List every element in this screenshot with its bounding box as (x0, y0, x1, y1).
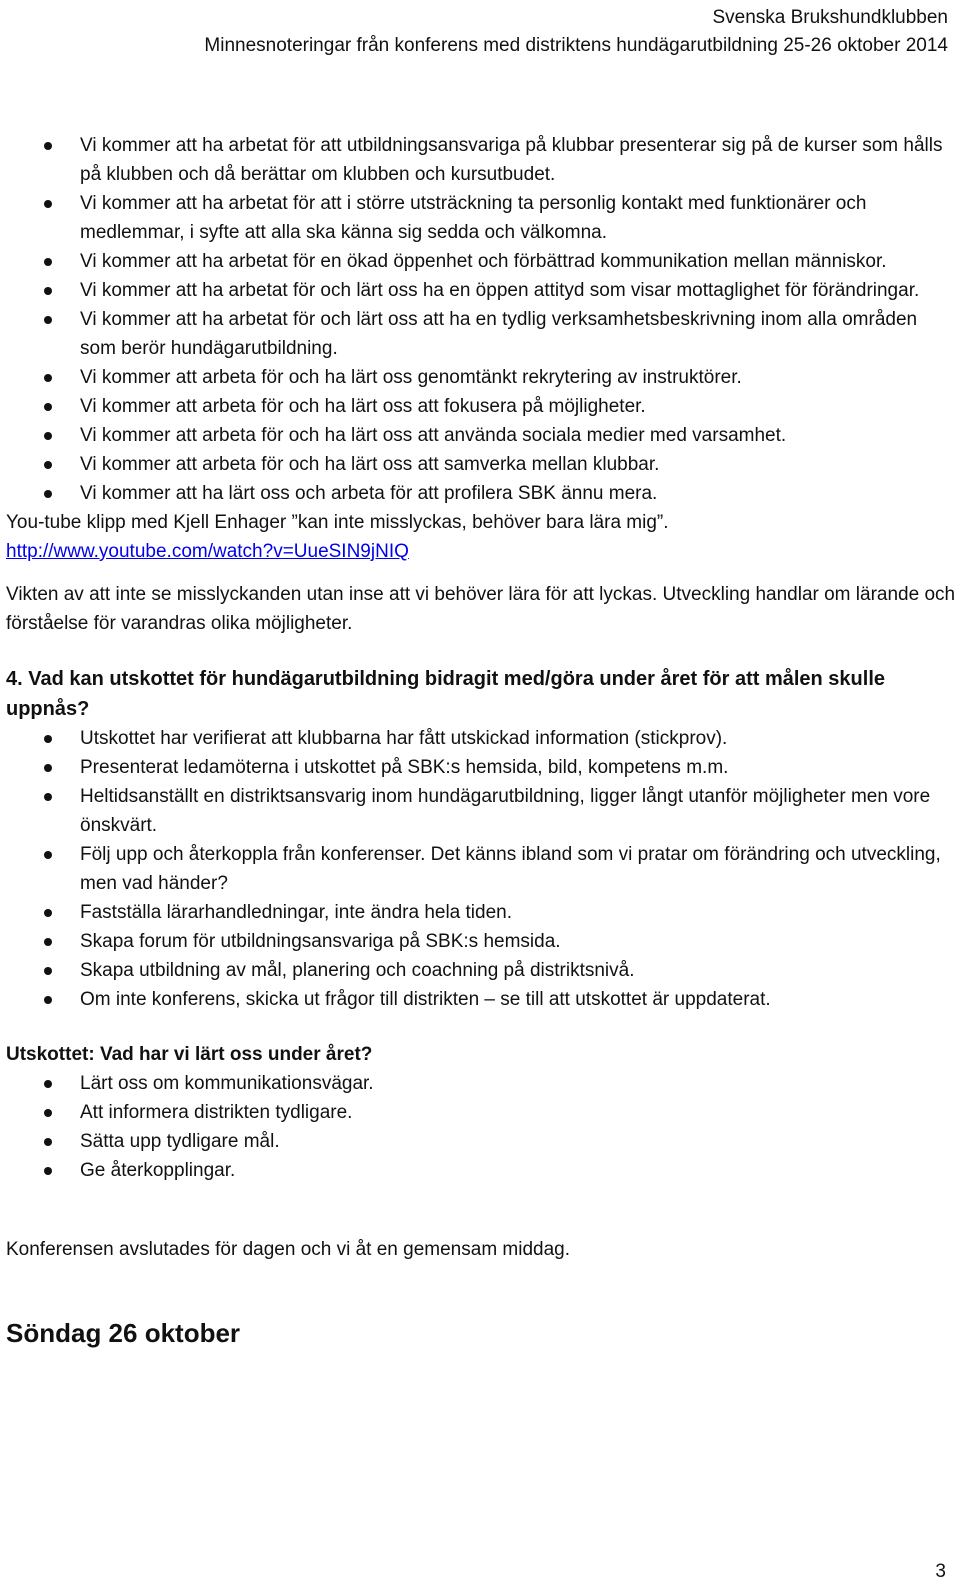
list-item-text: Vi kommer att arbeta för och ha lärt oss att använda sociala medier med varsamhet. (80, 425, 787, 446)
closing-paragraph: Konferensen avslutades för dagen och vi åt en gemensam middag. (6, 1239, 571, 1260)
question-4-list (6, 724, 956, 1014)
list-item-text: Vi kommer att ha arbetat för en ökad öppenhet och förbättrad kommunikation mellan människor. (80, 251, 887, 272)
list-item (6, 276, 956, 305)
list-item-text: Ge återkopplingar. (80, 1160, 236, 1181)
list-item-text: Vi kommer att ha arbetat för att utbildningsansvariga på klubbar presenterar sig på de kurser som hålls på klubben och då berättar om klubben och kursutbudet. (80, 135, 943, 185)
list-item-text: Presenterat ledamöterna i utskottet på SBK:s hemsida, bild, kompetens m.m. (80, 757, 729, 778)
list-item-text: Vi kommer att ha arbetat för och lärt oss att ha en tydlig verksamhetsbeskrivning inom alla områden som berör hundägarutbildning. (80, 309, 918, 359)
list-item-text: Vi kommer att arbeta för och ha lärt oss att samverka mellan klubbar. (80, 454, 660, 475)
list-item (6, 247, 956, 276)
bullet-icon (44, 142, 52, 150)
list-item (6, 753, 956, 782)
list-item (6, 189, 956, 247)
goals-list (6, 131, 956, 508)
bullet-icon (44, 764, 52, 772)
list-item (6, 724, 956, 753)
bullet-icon (44, 316, 52, 324)
list-item-text: Vi kommer att ha arbetat för att i större utsträckning ta personlig kontakt med funktionärer och medlemmar, i syfte att alla ska känna sig sedda och välkomna. (80, 193, 867, 243)
bullet-icon (44, 909, 52, 917)
bullet-icon (44, 1109, 52, 1117)
list-item (6, 1156, 956, 1185)
list-item (6, 450, 956, 479)
list-item-text: Skapa utbildning av mål, planering och coachning på distriktsnivå. (80, 960, 635, 981)
header-subtitle: Minnesnoteringar från konferens med distriktens hundägarutbildning 25-26 oktober 2014 (204, 35, 948, 56)
bullet-icon (44, 735, 52, 743)
list-item (6, 927, 956, 956)
list-item-text: Sätta upp tydligare mål. (80, 1131, 280, 1152)
list-item-text: Vi kommer att ha arbetat för och lärt oss ha en öppen attityd som visar mottaglighet för förändringar. (80, 280, 920, 301)
learned-list (6, 1069, 956, 1185)
list-item (6, 421, 956, 450)
list-item-text: Utskottet har verifierat att klubbarna har fått utskickad information (stickprov). (80, 728, 728, 749)
list-item (6, 392, 956, 421)
page-header (204, 4, 948, 60)
bullet-icon (44, 996, 52, 1004)
bullet-icon (44, 200, 52, 208)
bullet-icon (44, 258, 52, 266)
bullet-icon (44, 287, 52, 295)
youtube-text: You-tube klipp med Kjell Enhager ”kan inte misslyckas, behöver bara lära mig”. (6, 512, 669, 533)
list-item-text: Vi kommer att arbeta för och ha lärt oss genomtänkt rekrytering av instruktörer. (80, 367, 742, 388)
document-body (6, 131, 956, 1350)
bullet-icon (44, 1080, 52, 1088)
bullet-icon (44, 403, 52, 411)
list-item-text: Om inte konferens, skicka ut frågor till distrikten – se till att utskottet är uppdaterat. (80, 989, 771, 1010)
list-item (6, 363, 956, 392)
list-item (6, 898, 956, 927)
list-item-text: Vi kommer att arbeta för och ha lärt oss att fokusera på möjligheter. (80, 396, 646, 417)
list-item (6, 985, 956, 1014)
list-item (6, 956, 956, 985)
list-item (6, 1069, 956, 1098)
list-item (6, 1098, 956, 1127)
bullet-icon (44, 793, 52, 801)
list-item-text: Att informera distrikten tydligare. (80, 1102, 353, 1123)
day-heading: Söndag 26 oktober (6, 1318, 241, 1348)
bullet-icon (44, 967, 52, 975)
reflection-paragraph: Vikten av att inte se misslyckanden utan inse att vi behöver lära för att lyckas. Utveckling handlar om lärande och förståelse för varandras olika möjligheter. (6, 584, 956, 634)
list-item-text: Fastställa lärarhandledningar, inte ändra hela tiden. (80, 902, 513, 923)
bullet-icon (44, 374, 52, 382)
bullet-icon (44, 851, 52, 859)
learned-heading: Utskottet: Vad har vi lärt oss under året? (6, 1044, 373, 1065)
list-item (6, 479, 956, 508)
bullet-icon (44, 490, 52, 498)
list-item (6, 782, 956, 840)
list-item (6, 305, 956, 363)
bullet-icon (44, 1167, 52, 1175)
bullet-icon (44, 938, 52, 946)
list-item (6, 131, 956, 189)
list-item-text: Följ upp och återkoppla från konferenser. Det känns ibland som vi pratar om förändring och utveckling, men vad händer? (80, 844, 941, 894)
list-item-text: Vi kommer att ha lärt oss och arbeta för att profilera SBK ännu mera. (80, 483, 658, 504)
list-item-text: Skapa forum för utbildningsansvariga på SBK:s hemsida. (80, 931, 561, 952)
list-item-text: Heltidsanställt en distriktsansvarig inom hundägarutbildning, ligger långt utanför möjligheter men vore önskvärt. (80, 786, 931, 836)
bullet-icon (44, 432, 52, 440)
question-4-heading: 4. Vad kan utskottet för hundägarutbildning bidragit med/göra under året för att målen skulle uppnås? (6, 668, 886, 720)
list-item (6, 1127, 956, 1156)
list-item (6, 840, 956, 898)
header-org: Svenska Brukshundklubben (712, 7, 948, 28)
youtube-link[interactable]: http://www.youtube.com/watch?v=UueSIN9jNIQ (6, 541, 409, 562)
bullet-icon (44, 461, 52, 469)
list-item-text: Lärt oss om kommunikationsvägar. (80, 1073, 374, 1094)
page-number: 3 (935, 1561, 946, 1582)
bullet-icon (44, 1138, 52, 1146)
